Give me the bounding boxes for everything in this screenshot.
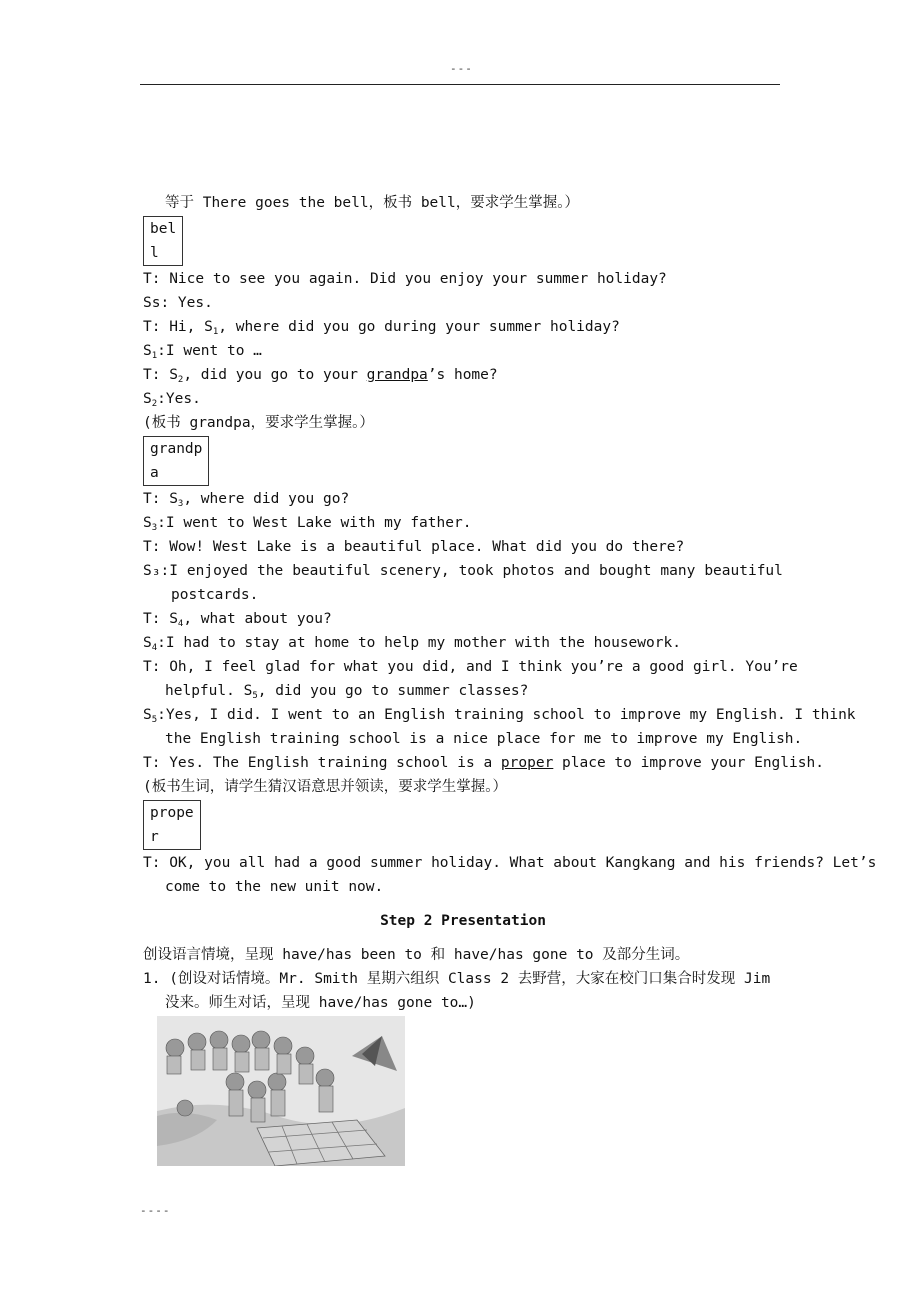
dialogue-line: come to the new unit now. — [165, 879, 384, 895]
instruction-line: 创设语言情境，呈现 have/has been to 和 have/has gone to 及部分生词。 — [143, 947, 690, 963]
dialogue-line: T: Nice to see you again. Did you enjoy your summer holiday? — [143, 271, 667, 287]
vocab-box-grandpa — [143, 436, 209, 486]
instruction-line: (板书 grandpa，要求学生掌握。） — [143, 415, 374, 431]
dialogue-line: T: Hi, $S_1$, where did you go during your summer holiday? — [143, 319, 620, 337]
instruction-line: 没来。师生对话，呈现 have/has gone to…) — [165, 995, 476, 1011]
underlined-word: grandpa — [366, 367, 428, 383]
dialogue-line: T: $S_2$, did you go to your grandpa’s home? — [143, 367, 498, 385]
vocab-box-line: l — [150, 245, 159, 261]
text-line: 等于 There goes the bell，板书 bell，要求学生掌握。） — [165, 195, 579, 211]
vocab-box-line: prope — [150, 805, 194, 821]
dialogue-line: T: Yes. The English training school is a proper place to improve your English. — [143, 755, 824, 771]
dialogue-line: the English training school is a nice place for me to improve my English. — [165, 731, 803, 747]
vocab-box-line: r — [150, 829, 159, 845]
picnic-illustration — [157, 1016, 405, 1166]
dialogue-line: Ss: Yes. — [143, 295, 213, 311]
dialogue-line: T: OK, you all had a good summer holiday. What about Kangkang and his friends? Let’s — [143, 855, 877, 871]
underlined-word: proper — [500, 755, 554, 771]
vocab-box-line: grandp — [150, 441, 203, 457]
page-header-mark: --- — [450, 62, 473, 75]
dialogue-line: $S_1:I$ went to … — [143, 343, 262, 361]
dialogue-line: $S_5:Yes$, I did. I went to an English training school to improve my English. I think — [143, 707, 856, 725]
instruction-line: 1. (创设对话情境。Mr. Smith 星期六组织 Class 2 去野营，大家在校门口集合时发现 Jim — [143, 971, 771, 987]
dialogue-line: T: Wow! West Lake is a beautiful place. What did you do there? — [143, 539, 685, 555]
dialogue-line: T: $S_3$, where did you go? — [143, 491, 350, 509]
page-footer-mark: ---- — [140, 1204, 171, 1217]
vocab-box-proper — [143, 800, 201, 850]
dialogue-line-justified: S₃:I enjoyed the beautiful scenery, took photos and bought many beautiful — [143, 563, 783, 579]
dialogue-line: helpful. $S_5$, did you go to summer classes? — [165, 683, 529, 701]
vocab-box-line: bel — [150, 221, 177, 237]
header-rule — [140, 84, 780, 85]
vocab-box-line: a — [150, 465, 159, 481]
instruction-line: (板书生词，请学生猜汉语意思并领读，要求学生掌握。） — [143, 779, 507, 795]
dialogue-line: $S_3:I$ went to West Lake with my father. — [143, 515, 472, 533]
dialogue-line: $S_2:Yes$. — [143, 391, 201, 409]
dialogue-line: postcards. — [171, 587, 259, 603]
section-heading: Step 2 Presentation — [380, 913, 546, 929]
dialogue-line: T: $S_4$, what about you? — [143, 611, 332, 629]
dialogue-line: T: Oh, I feel glad for what you did, and I think you’re a good girl. You’re — [143, 659, 798, 675]
document-body — [143, 191, 877, 1015]
vocab-box-bell — [143, 216, 183, 266]
dialogue-line: $S_4:I$ had to stay at home to help my mother with the housework. — [143, 635, 681, 653]
